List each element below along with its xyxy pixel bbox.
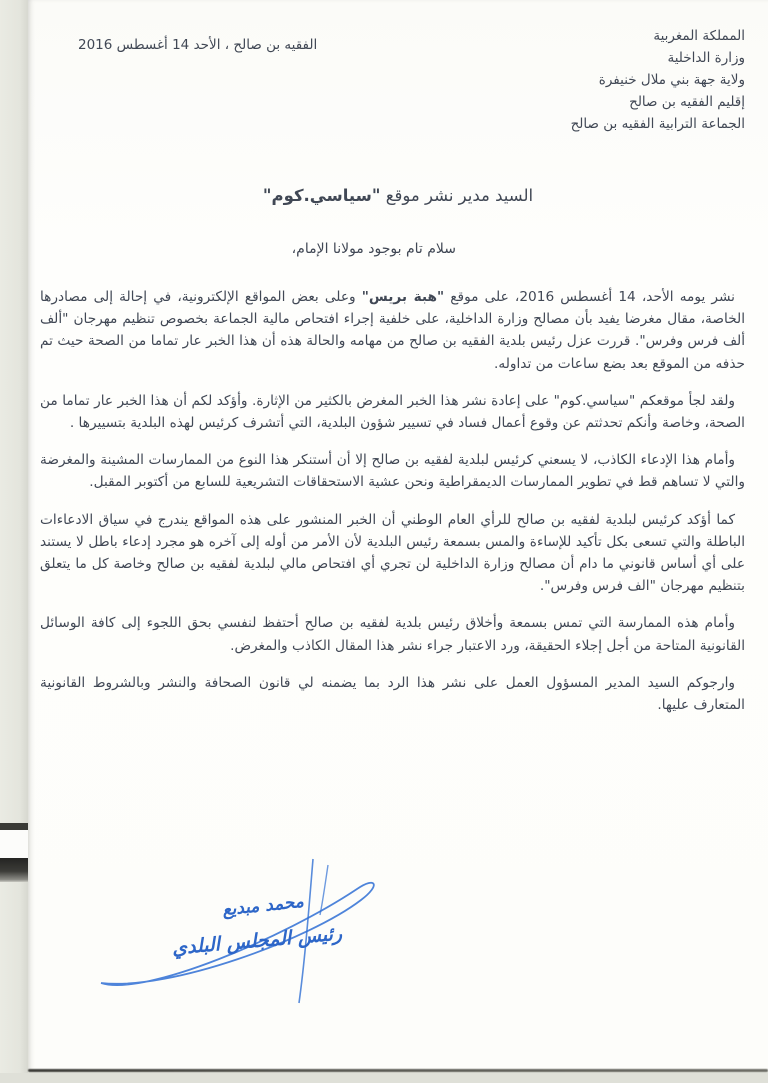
scanner-bed-left-strip (0, 0, 28, 1083)
letter-paragraph: وأمام هذه الممارسة التي تمس بسمعة وأخلاق رئيس بلدية لفقيه بن صالح أحتفظ لنفسي بحق اللجوء إلى كافة الوسائل القانونية المتاحة من أجل إجلاء الحقيقة، ورد الاعتبار جراء نشر هذا المقال الكاذب والمغرض. (40, 615, 745, 654)
recipient-title-prefix: السيد مدير نشر موقع (380, 186, 534, 205)
letter-paragraph: وارجوكم السيد المدير المسؤول العمل على نشر هذا الرد بما يضمنه لي قانون الصحافة والنشر وبالشروط القانونية المتعارف عليها. (40, 674, 745, 714)
scan-artifact-white-band (0, 830, 28, 858)
recipient-title (28, 186, 768, 205)
scan-artifact-dark-bar (0, 823, 28, 830)
letterhead-line: وزارة الداخلية (667, 50, 745, 66)
recipient-site-name: "سياسي.كوم" (262, 186, 381, 205)
letterhead-line: المملكة المغربية (653, 28, 745, 44)
scanner-bed-bottom-strip (0, 1073, 768, 1083)
letter-paragraph: ولقد لجأ موقعكم "سياسي.كوم" على إعادة نشر هذا الخبر المغرض بالكثير من الإثارة. وأؤكد لكم أن هذا الخبر عار تماما من الصحة، وخاصة وأنكم تحدثتم عن وقوع أعمال فساد في تسيير شؤون البلدية، التي أتشرف كرئيس لهذه البلدية بتسييرها . (40, 392, 745, 432)
signature-name: محمد مبديع (221, 891, 305, 921)
letterhead-line: الجماعة الترابية الفقيه بن صالح (570, 116, 745, 132)
paper-bottom-edge-shadow (28, 1069, 768, 1072)
signature-role: رئيس المجلس البلدي (171, 922, 343, 960)
letterhead-line: إقليم الفقيه بن صالح (629, 94, 745, 110)
letter-paragraph: وأمام هذا الإدعاء الكاذب، لا يسعني كرئيس لبلدية لفقيه بن صالح إلا أن أستنكر هذا النوع من الممارسات المشينة والمغرضة والتي لا تساهم قط في تطوير الممارسات الديمقراطية ونحن عشية الاستحقاقات التشريعية للسابع من أكتوبر المقبل. (40, 452, 745, 491)
letterhead-line: ولاية جهة بني ملال خنيفرة (598, 72, 745, 88)
signature-block (85, 855, 415, 1010)
date-line: الفقيه بن صالح ، الأحد 14 أغسطس 2016 (78, 37, 318, 53)
letter-paragraph: كما أؤكد كرئيس لبلدية لفقيه بن صالح للرأي العام الوطني أن الخبر المنشور على هذه المواقع يندرج في سياق الادعاءات الباطلة والتي تسعى بكل تأكيد للإساءة والمس بسمعة رئيس البلدية لأن الأمر من أوله إلى آخره هو مجرد إدعاء باطل لا يستند على أي أساس قانوني ما دام أن مصالح وزارة الداخلية لن تجري أي افتحاص مالي لبلدية لفقيه بن صالح وخاصة كل ما يتعلق بتنظيم مهرجان "الف فرس وفرس". (40, 511, 745, 595)
salutation-line: سلام تام بوجود مولانا الإمام، (291, 241, 456, 257)
signature-ink (85, 855, 415, 1010)
letter-body (40, 286, 745, 731)
scan-artifact-dark-bar (0, 858, 28, 882)
letter-paragraph: نشر يومه الأحد، 14 أغسطس 2016، على موقع "هبة بريس" وعلى بعض المواقع الإلكترونية، في إحالة إلى مصادرها الخاصة، مقال مغرضا يفيد بأن مصالح وزارة الداخلية، على خلفية إجراء افتحاص مالية الجماعة بخصوص تنظيم مهرجان "ألف ألف فرس وفرس". قررت عزل رئيس بلدية الفقيه بن صالح من مهامه والحالة هذه أن هذا الخبر عار تماما من الصحة حيث تم حذفه من الموقع بعد بضع ساعات من تداوله. (40, 289, 745, 372)
letterhead-block (571, 25, 745, 135)
